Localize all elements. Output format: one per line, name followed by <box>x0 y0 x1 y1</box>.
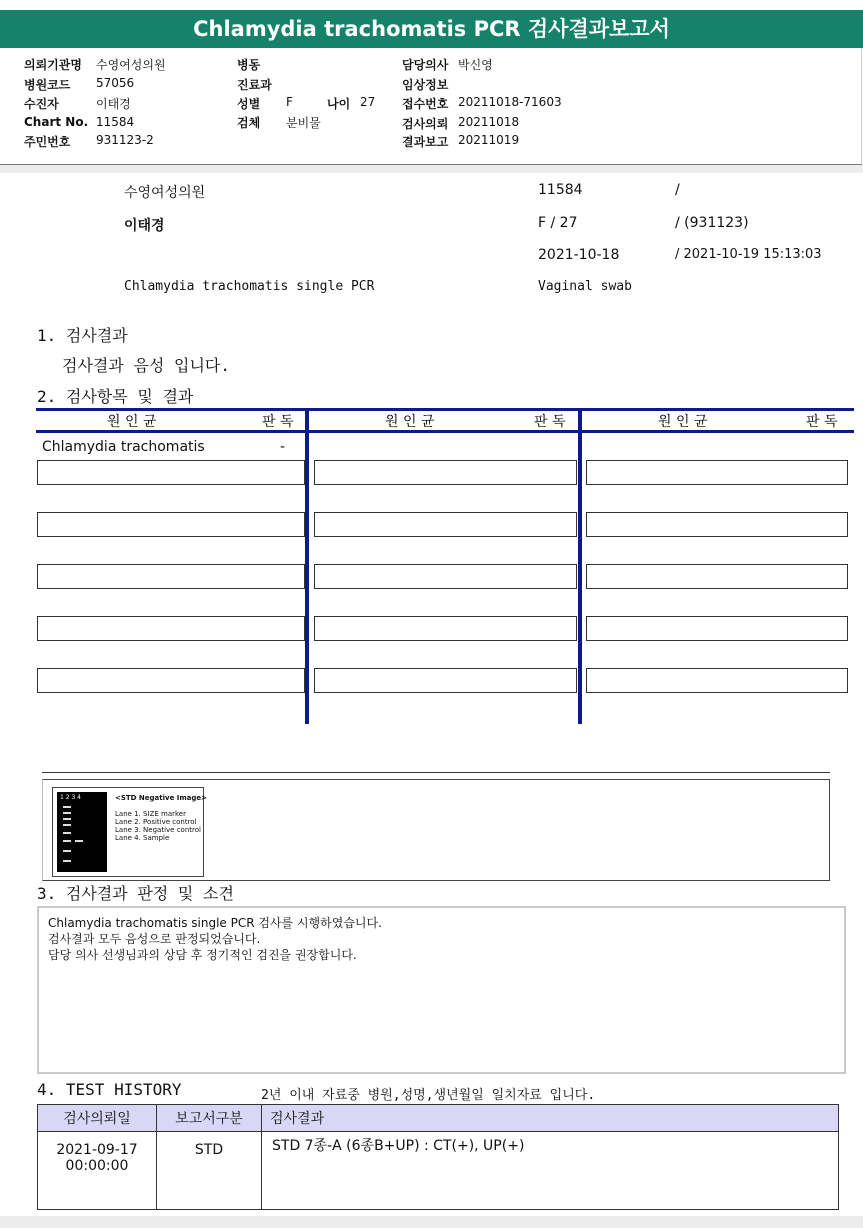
gel-image-panel <box>52 787 208 877</box>
history-time: 00:00:00 <box>65 1158 129 1174</box>
summary-report-datetime: / 2021-10-19 15:13:03 <box>675 247 822 262</box>
section1-heading: 1. 검사결과 <box>37 326 128 345</box>
table-row <box>38 1132 839 1210</box>
gel-image <box>57 792 107 872</box>
header-value-report-date: 20211019 <box>458 133 520 147</box>
result-box <box>37 616 305 641</box>
gel-top-rule <box>42 772 830 773</box>
header-field-chart-no: Chart No. <box>24 115 89 129</box>
history-header-row <box>38 1105 839 1132</box>
opinion-box <box>37 906 846 1074</box>
header-field-age: 나이 <box>327 97 351 111</box>
col-pathogen-1: 원 인 균 <box>107 414 157 430</box>
history-date: 2021-09-17 <box>56 1142 138 1158</box>
header-field-patient: 수진자 <box>24 97 59 111</box>
table-top-rule <box>36 408 854 411</box>
gel-legend-lane4: Lane 4. Sample <box>115 834 170 842</box>
history-type: STD <box>157 1132 262 1210</box>
header-field-sex: 성별 <box>237 97 261 111</box>
history-date-cell <box>38 1132 157 1210</box>
header-field-clinical-info: 임상정보 <box>402 78 449 92</box>
header-value-age: 27 <box>360 95 376 109</box>
header-value-hospital: 수영여성의원 <box>96 58 166 72</box>
summary-birth: / (931123) <box>675 215 749 231</box>
history-col-date: 검사의뢰일 <box>38 1105 157 1132</box>
header-field-report-date: 결과보고 <box>402 135 449 149</box>
col-pathogen-2: 원 인 균 <box>385 414 435 430</box>
header-value-doctor: 박신영 <box>458 58 493 72</box>
gel-lane-numbers: 1 2 3 4 <box>60 794 81 801</box>
result-item-name: Chlamydia trachomatis <box>42 439 205 455</box>
gel-legend <box>115 794 207 842</box>
section2-heading: 2. 검사항목 및 결과 <box>37 387 194 406</box>
opinion-line: Chlamydia trachomatis single PCR 검사를 시행하였습니다. <box>48 916 382 930</box>
gel-title: <STD Negative Image> <box>115 794 208 802</box>
section1-result: 검사결과 음성 입니다. <box>62 356 231 375</box>
result-box <box>314 668 577 693</box>
summary-hospital: 수영여성의원 <box>124 185 206 201</box>
table-divider-1 <box>305 408 309 724</box>
result-box <box>37 460 305 485</box>
header-field-doctor: 담당의사 <box>402 58 449 72</box>
summary-sex-age: F / 27 <box>538 215 578 231</box>
result-box <box>314 616 577 641</box>
summary-slash: / <box>675 182 680 198</box>
table-divider-2 <box>578 408 582 724</box>
section3-heading: 3. 검사결과 판정 및 소견 <box>37 884 234 903</box>
summary-patient: 이태경 <box>124 218 165 234</box>
result-box <box>586 668 848 693</box>
header-value-patient: 이태경 <box>96 97 131 111</box>
header-field-department: 진료과 <box>237 78 272 92</box>
header-field-resident-no: 주민번호 <box>24 135 71 149</box>
header-value-receipt-no: 20211018-71603 <box>458 95 562 109</box>
result-box <box>314 460 577 485</box>
header-field-hospital-code: 병원코드 <box>24 78 71 92</box>
history-col-type: 보고서구분 <box>157 1105 262 1132</box>
header-value-hospital-code: 57056 <box>96 76 135 90</box>
summary-specimen: Vaginal swab <box>538 279 632 294</box>
header-field-hospital: 의뢰기관명 <box>24 58 82 72</box>
section4-heading: 4. TEST HISTORY <box>37 1080 182 1099</box>
header-field-specimen: 검체 <box>237 116 261 130</box>
result-box <box>586 512 848 537</box>
result-box <box>586 460 848 485</box>
result-box <box>586 564 848 589</box>
history-col-result: 검사결과 <box>262 1105 839 1132</box>
history-table <box>37 1104 839 1210</box>
header-value-sex: F <box>286 95 293 109</box>
summary-test-name: Chlamydia trachomatis single PCR <box>124 279 375 294</box>
header-value-chart-no: 11584 <box>96 115 135 129</box>
history-note: 2년 이내 자료중 병원,성명,생년월일 일치자료 입니다. <box>261 1088 596 1103</box>
col-judgement-1: 판 독 <box>262 414 294 430</box>
gel-legend-lane2: Lane 2. Positive control <box>115 818 197 826</box>
report-title: Chlamydia trachomatis PCR 검사결과보고서 <box>0 10 863 48</box>
header-field-receipt-no: 접수번호 <box>402 97 449 111</box>
header-field-request-date: 검사의뢰 <box>402 117 449 131</box>
col-pathogen-3: 원 인 균 <box>658 414 708 430</box>
col-judgement-2: 판 독 <box>534 414 566 430</box>
history-result: STD 7종-A (6종B+UP) : CT(+), UP(+) <box>262 1132 839 1210</box>
result-box <box>37 564 305 589</box>
result-box <box>586 616 848 641</box>
result-box <box>314 564 577 589</box>
header-info <box>0 48 862 165</box>
gel-legend-lane1: Lane 1. SIZE marker <box>115 810 186 818</box>
opinion-line: 검사결과 모두 음성으로 판정되었습니다. <box>48 932 261 946</box>
result-box <box>37 668 305 693</box>
gel-legend-lane3: Lane 3. Negative control <box>115 826 201 834</box>
header-field-ward: 병동 <box>237 58 261 72</box>
header-value-request-date: 20211018 <box>458 115 520 129</box>
opinion-line: 담당 의사 선생님과의 상담 후 정기적인 검진을 권장합니다. <box>48 948 357 962</box>
summary-request-date: 2021-10-18 <box>538 247 620 263</box>
bottom-band <box>0 1216 863 1228</box>
col-judgement-3: 판 독 <box>806 414 838 430</box>
table-header-rule <box>36 430 854 433</box>
result-box <box>37 512 305 537</box>
result-box <box>314 512 577 537</box>
header-value-specimen: 분비물 <box>286 116 321 130</box>
header-value-resident-no: 931123-2 <box>96 133 154 147</box>
summary-chart-no: 11584 <box>538 182 583 198</box>
result-item-value: - <box>280 439 286 455</box>
separator-band <box>0 165 863 173</box>
